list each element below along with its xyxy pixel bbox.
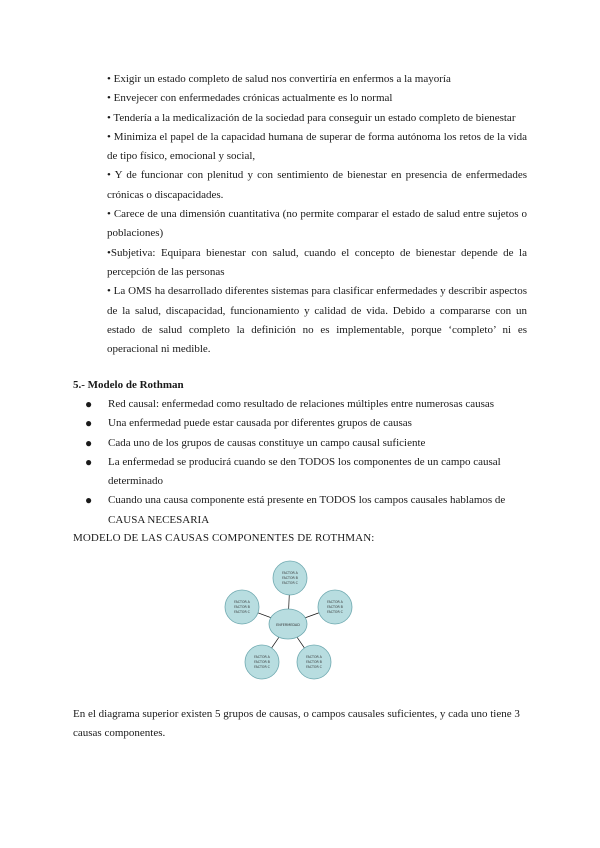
bullet-icon: ● xyxy=(85,416,93,431)
factor-label-line: FACTOR C xyxy=(234,610,250,614)
factor-label-line: FACTOR C xyxy=(282,581,298,585)
bullet-icon: ● xyxy=(85,435,93,450)
closing-paragraph: En el diagrama superior existen 5 grupos de causas, o campos causales suficientes, y cada uno tiene 3 causas componentes. xyxy=(73,708,520,740)
factor-label-line: FACTOR C xyxy=(327,610,343,614)
factor-label-line: FACTOR B xyxy=(254,660,270,664)
list-item-text: La enfermedad se producirá cuando se den TODOS los componentes de un campo causal determinado xyxy=(108,455,501,488)
factor-node xyxy=(318,590,352,624)
center-label: ENFERMEDAD xyxy=(276,623,300,627)
list-item-text: Cada uno de los grupos de causas constituye un campo causal suficiente xyxy=(108,436,426,449)
bullet-icon: ● xyxy=(85,454,93,469)
list-item: • Exigir un estado completo de salud nos convertiría en enfermos a la mayoría xyxy=(107,73,451,85)
factor-label-line: FACTOR A xyxy=(234,600,250,604)
list-item xyxy=(85,434,515,453)
factor-label-line: FACTOR A xyxy=(282,571,298,575)
factor-label-line: FACTOR B xyxy=(234,605,250,609)
bullet-icon: ● xyxy=(85,493,93,508)
diagram-svg xyxy=(218,558,358,686)
list-item xyxy=(85,395,515,414)
bullet-icon: ● xyxy=(85,397,93,411)
factor-label-line: FACTOR C xyxy=(254,665,270,669)
factor-label-line: FACTOR B xyxy=(282,576,298,580)
list-item xyxy=(85,414,515,433)
factor-label-line: FACTOR A xyxy=(254,655,270,659)
list-item: • Tendería a la medicalización de la sociedad para conseguir un estado completo de bienestar xyxy=(107,111,516,124)
list-item: •Subjetiva: Equipara bienestar con salud, cuando el concepto de bienestar depende de la percepción de las personas xyxy=(107,246,527,278)
list-item-text: Cuando una causa componente está presente en TODOS los campos causales hablamos de CAUSA NECESARIA xyxy=(108,494,506,526)
factor-label-line: FACTOR A xyxy=(327,600,343,604)
criticism-list xyxy=(107,70,527,359)
list-item-text: Una enfermedad puede estar causada por diferentes grupos de causas xyxy=(108,417,412,430)
factor-label-line: FACTOR B xyxy=(306,660,322,664)
list-item: • Y de funcionar con plenitud y con sentimiento de bienestar en presencia de enfermedades crónicas o discapacidades. xyxy=(107,169,527,201)
list-item-text: Red causal: enfermedad como resultado de relaciones múltiples entre numerosas causas xyxy=(108,398,495,410)
factor-node xyxy=(225,590,259,624)
factor-node xyxy=(273,561,307,595)
list-item xyxy=(85,453,515,492)
rothman-diagram xyxy=(218,558,358,686)
factor-label-line: FACTOR B xyxy=(327,605,343,609)
factor-node xyxy=(297,645,331,679)
model-title: MODELO DE LAS CAUSAS COMPONENTES DE ROTHMAN: xyxy=(73,532,375,544)
list-item: • Envejecer con enfermedades crónicas actualmente es lo normal xyxy=(107,92,393,105)
factor-label-line: FACTOR A xyxy=(306,655,322,659)
list-item: • Minimiza el papel de la capacidad humana de superar de forma autónoma los retos de la vida de tipo físico, emocional y social, xyxy=(107,130,527,163)
center-node xyxy=(269,609,307,639)
section-heading: 5.- Modelo de Rothman xyxy=(73,379,184,391)
list-item: • Carece de una dimensión cuantitativa (no permite comparar el estado de salud entre sujetos o poblaciones) xyxy=(107,208,527,240)
factor-node xyxy=(245,645,279,679)
cause-list xyxy=(85,395,515,530)
factor-label-line: FACTOR C xyxy=(306,665,322,669)
list-item: • La OMS ha desarrollado diferentes sistemas para clasificar enfermedades y describir aspectos de la salud, discapacidad, funcionamiento y calidad de vida. Debido a compararse con un estado de salud completo la definición no es implementable, porque ‘completo’ ni es operacional ni medible. xyxy=(107,285,527,356)
list-item xyxy=(85,491,515,530)
